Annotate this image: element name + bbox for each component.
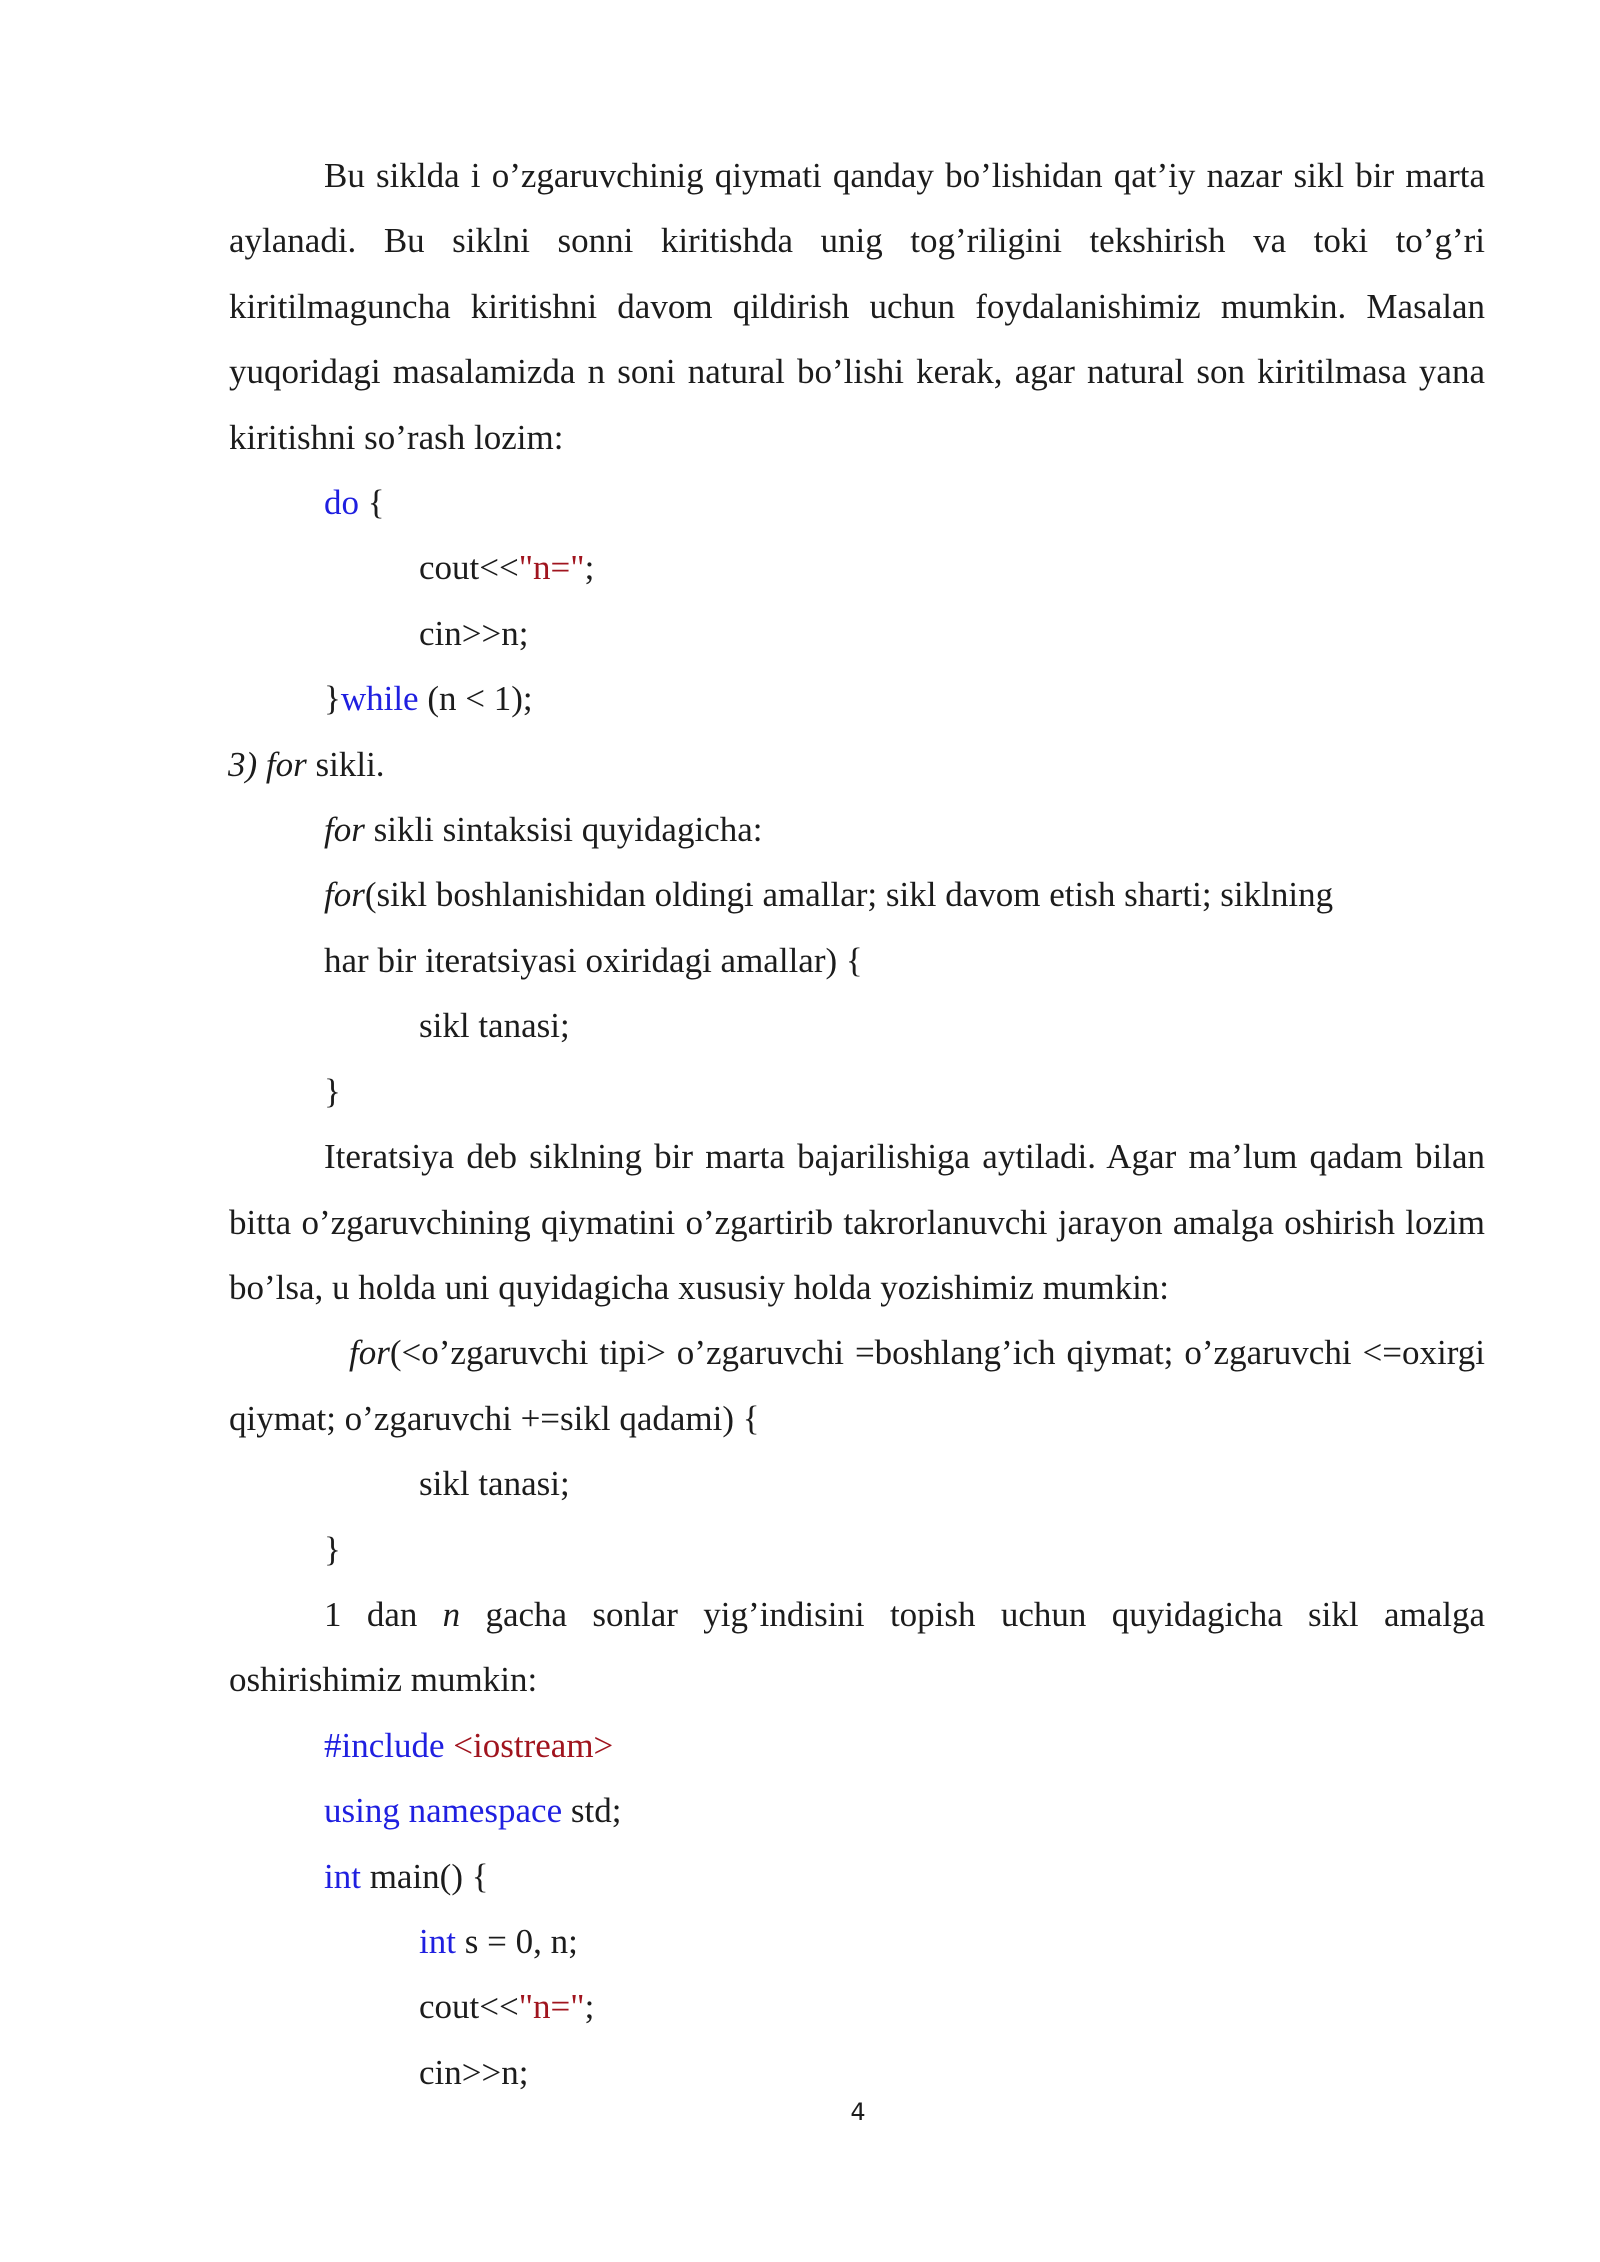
heading-number: 3) bbox=[228, 744, 266, 784]
code-keyword: using namespace bbox=[324, 1791, 563, 1831]
page-number: 4 bbox=[850, 2098, 866, 2126]
sum-intro-text: gacha sonlar yig’indisini topish uchun quyidagicha sikl amalga oshirishimiz mumkin: bbox=[229, 1594, 1485, 1700]
heading-italic-for: for bbox=[265, 744, 307, 784]
for-general-close: } bbox=[324, 1529, 341, 1569]
code-text: cout<< bbox=[419, 548, 519, 588]
code-text: cout<< bbox=[419, 1987, 519, 2027]
for-general-body: sikl tanasi; bbox=[419, 1464, 570, 1504]
code-line bbox=[229, 2040, 1485, 2105]
code-text: { bbox=[359, 483, 385, 523]
for-syntax-body: sikl tanasi; bbox=[419, 1006, 570, 1046]
code-text: s = 0, n; bbox=[455, 1921, 578, 1961]
code-text: main() { bbox=[360, 1856, 489, 1896]
code-line bbox=[229, 1778, 1485, 1843]
code-text: cin>>n; bbox=[419, 2052, 529, 2092]
code-line bbox=[229, 1713, 1485, 1778]
page-content bbox=[229, 143, 1485, 2105]
code-text: std; bbox=[562, 1791, 622, 1831]
section-heading-for bbox=[228, 732, 1485, 797]
italic-for: for bbox=[349, 1333, 390, 1373]
for-syntax-intro bbox=[229, 797, 1485, 862]
code-text: ; bbox=[584, 548, 595, 588]
code-line bbox=[229, 601, 1485, 666]
code-line bbox=[229, 470, 1485, 535]
italic-n: n bbox=[442, 1594, 461, 1634]
code-line bbox=[229, 1844, 1485, 1909]
code-text: } bbox=[324, 679, 341, 719]
heading-text: sikli. bbox=[306, 744, 385, 784]
for-syntax-line: har bir iteratsiyasi oxiridagi amallar) { bbox=[324, 940, 863, 980]
syntax-intro-text: sikli sintaksisi quyidagicha: bbox=[364, 810, 763, 850]
code-line bbox=[229, 1909, 1485, 1974]
for-syntax-text: (sikl boshlanishidan oldingi amallar; sikl davom etish sharti; siklning bbox=[364, 875, 1334, 915]
paragraph-for-general bbox=[229, 1320, 1485, 1451]
code-block-sum bbox=[229, 1713, 1485, 2105]
code-string: "n=" bbox=[518, 548, 585, 588]
code-block-do-while bbox=[229, 470, 1485, 732]
sum-intro-text: 1 dan bbox=[324, 1594, 443, 1634]
code-string: <iostream> bbox=[444, 1725, 614, 1765]
code-string: "n=" bbox=[518, 1987, 585, 2027]
code-keyword: while bbox=[340, 679, 419, 719]
code-text: cin>>n; bbox=[419, 613, 529, 653]
code-line bbox=[229, 666, 1485, 731]
code-keyword: #include bbox=[324, 1725, 445, 1765]
code-keyword: do bbox=[324, 483, 359, 523]
code-keyword: int bbox=[324, 1856, 361, 1896]
paragraph-sum-intro bbox=[229, 1582, 1485, 1713]
code-line bbox=[229, 1974, 1485, 2039]
for-syntax-line bbox=[229, 862, 1485, 927]
for-general-text: (<o’zgaruvchi tipi> o’zgaruvchi =boshlang’ich qiymat; o’zgaruvchi <=oxirgi qiymat; o’zgaruvchi +=sikl qadami) { bbox=[229, 1333, 1485, 1438]
paragraph-iteration: Iteratsiya deb siklning bir marta bajarilishiga aytiladi. Agar ma’lum qadam bilan bitta o’zgaruvchining qiymatini o’zgartirib takrorlanuvchi jarayon amalga oshirish lozim bo’lsa, u holda uni quyidagicha xususiy holda yozishimiz mumkin: bbox=[229, 1137, 1485, 1307]
code-text: (n < 1); bbox=[418, 679, 533, 719]
code-text: ; bbox=[584, 1987, 595, 2027]
code-keyword: int bbox=[419, 1921, 456, 1961]
italic-for: for bbox=[324, 875, 365, 915]
italic-for: for bbox=[324, 810, 365, 850]
for-syntax-close: } bbox=[324, 1071, 341, 1111]
code-line bbox=[229, 535, 1485, 600]
paragraph-do-while-intro: Bu siklda i o’zgaruvchinig qiymati qanday bo’lishidan qat’iy nazar sikl bir marta aylanadi. Bu siklni sonni kiritishda unig tog’riligini tekshirish va toki to’g’ri kiritilmaguncha kiritishni davom qildirish uchun foydalanishimiz mumkin. Masalan yuqoridagi masalamizda n soni natural bo’lishi kerak, agar natural son kiritilmasa yana kiritishni so’rash lozim: bbox=[229, 156, 1485, 457]
